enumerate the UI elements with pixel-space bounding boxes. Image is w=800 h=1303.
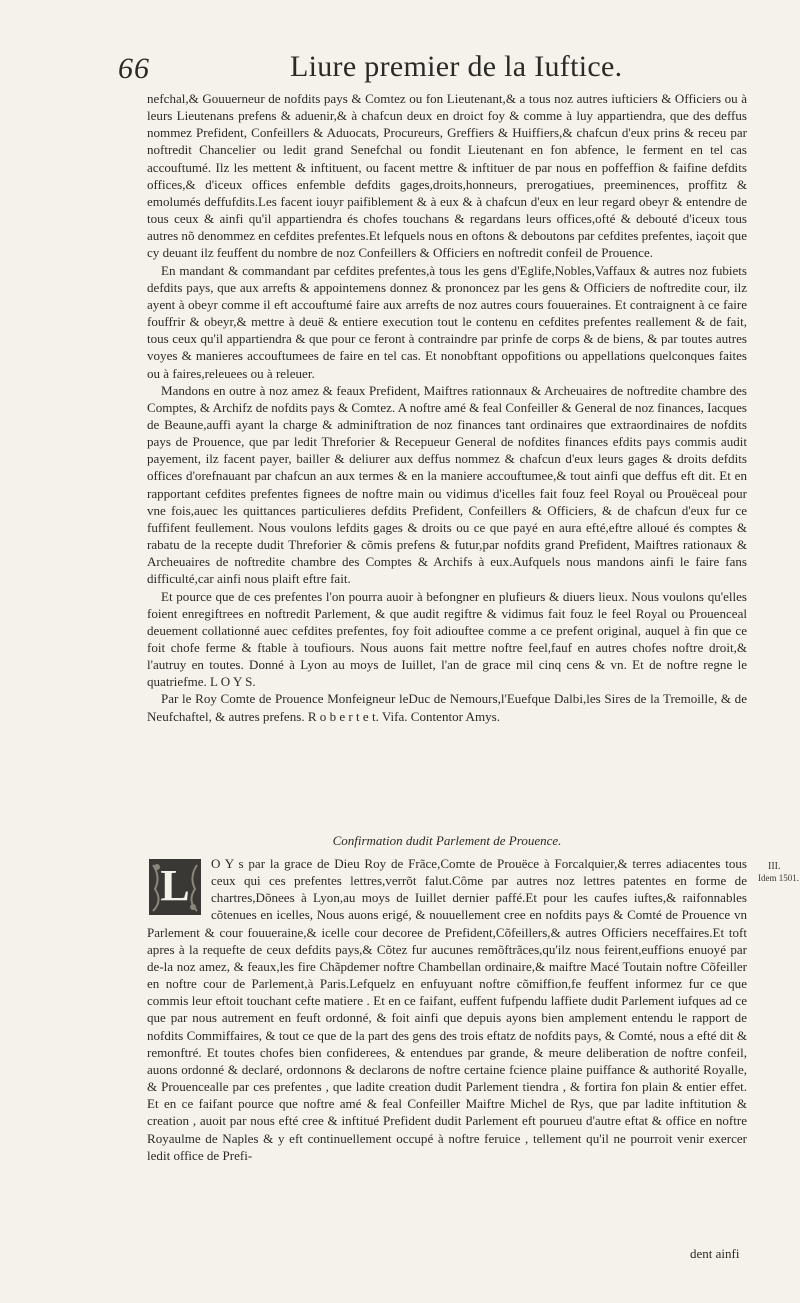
section-heading: Confirmation dudit Parlement de Prouence. <box>332 833 562 848</box>
margin-note-reference: Idem 1501. <box>758 873 799 883</box>
paragraph-1: nefchal,& Gouuerneur de nofdits pays & Comtez ou fon Lieutenant,& a tous noz autres iufticiers & Officiers ou à leurs Lieutenans prefens & aduenir,& à chafcun deux en droict foy & comme à luy appartiendra, que des deffus nommez Prefident, Confeillers & Aduocats, Procureurs, Greffiers & Huiffiers,& chafcun d'eux prins & receu par noftredit Chancelier ou ledit grand Senefchal ou fondit Lieutenant en fon abfence, le ferment en tel cas accouftumé. Ilz les mettent & inftituent, ou facent mettre & inftituer de par nous en poffeffion & faifine defdits offices,& d'iceux offices enfemble defdits gages,droits,honneurs, prerogatiues, preeminences, proffitz & emolumés deffufdits.Les facent iouyr paifiblement & à eux & à chafcun d'eux en leur regard obeyr & entendre de tous ceux & ainfi qu'il appartiendra és chofes touchans & regardans leurs offices,ofté & debouté d'iceux tous autres nõ denommez en cefdites prefentes.Et lefquels nous en oftons & deboutons par cefdites prefentes, iaçoit que cy deuant ilz feuffent du nombre de noz Confeillers & Officiers en noftredit confeil de Prouence. <box>147 91 747 261</box>
running-title: Liure premier de la Iuftice. <box>290 50 623 83</box>
dropcap-letter: L <box>160 861 190 910</box>
letter-text-block <box>147 855 747 1164</box>
main-text <box>147 90 747 725</box>
paragraph-2: En mandant & commandant par cefdites prefentes,à tous les gens d'Eglife,Nobles,Vaffaux & autres noz fubiets defdits pays, que aux arrefts & appointemens donnez & prononcez par les gens & Officiers de noftredite cour, ilz ayent à obeyr comme il eft accouftumé faire aux arrefts de noz autres cours fouueraines. Et contraignent à ce faire fouffrir & obeyr,& mettre à deuë & entiere execution tout le contenu en cefdites prefentes reallement & de fait, tous ceux qu'il appartiendra & que pour ce feront à contraindre par prinfe de corps & de biens, & par toutes autres voyes & manieres accouftumees de faire en tel cas. Et nonobftant oppofitions ou appellations quelconques faites ou à faires,releuees ou à releuer. <box>147 262 747 381</box>
page-number: 66 <box>118 52 150 85</box>
catchword: dent ainfi <box>690 1246 740 1261</box>
paragraph-4: Et pource que de ces prefentes l'on pourra auoir à befongner en plufieurs & diuers lieux. Nous voulons qu'elles foient enregiftrees en noftredit Parlement, & que audit regiftre & vidimus fait fouz le feel Royal ou Prouenceal deuement collationné auec cefdites prefentes, foy foit adiouftee comme a ce prefent original, auquel à fin que ce foit chofe ferme & ftable à toufiours. Nous auons fait mettre noftre feel,fauf en autres chofes noftre droit,& l'autruy en toutes. Donné à Lyon au moys de Iuillet, l'an de grace mil cinq cens & vn. Et de noftre regne le quatriefme. L O Y S. <box>147 588 747 690</box>
letter-body: O Y s par la grace de Dieu Roy de Frãce,Comte de Prouëce à Forcalquier,& terres adiacentes tous ceux qui ces prefentes lettres,verrõt falut.Côme par autres noz lettres patentes en forme de chartres,Dõnees à Lyon,au moys de Iuillet dernier paffé.Et pour les caufes iuftes,& raifonnables cõtenues en icelles, Nous auons erigé, & nouuellement cree en nofdits pays & Comté de Prouence vn Parlement & cour fouueraine,& icelle cour decoree de Prefident,Cõfeillers,& autres Officiers neceffaires.Et toft apres à la requefte de ceux defdits pays,& Cõtez fur aucunes remõftrãces,qu'ilz nous feirent,euffions enuoyé par de-la noz amez, & feaux,les fire Chãpdemer noftre Chambellan ordinaire,& maiftre Macé Toutain noftre Cõfeiller en noftre cour de Parlement,à Paris.Lefquelz en enfuyuant noftre cõmiffion,fe feuffent informez fur ce que commis leur eftoit touchant cefte matiere . Et en ce faifant, euffent fufpendu laffiete dudit Parlement iufques ad ce que par nous autrement en feuft ordonné, & foit ainfi que depuis ayons bien amplement entendu le rapport de nofdits Commiffaires, & tout ce que de la part des gens des trois eftatz de nofdits pays, & Comté, nous a efté dit & remonftré. Et toutes chofes bien confiderees, & entendues par grande, & meure deliberation de noftre confeil, auons ordonné & declaré, ordonnons & declarons de noftre certaine fcience plaine puiffance & authorité Royalle, & Prouencealle par ces prefentes , que ladite creation dudit Parlement tiendra , & fortira fon plain & entier effet. Et en ce faifant pource que noftre amé & feal Confeiller Maiftre Michel de Rys, que par ladite inftitution & creation , auoit par nous efté cree & inftitué Prefident dudit Parlement eft pourueu d'autre eftat & office en noftre Royaulme de Naples & y eft continuellement occupé à noftre feruice , tellement qu'il ne pourroit venir exercer ledit office de Prefi- <box>147 856 747 1163</box>
dropcap-ornament <box>147 857 203 917</box>
paragraph-5: Par le Roy Comte de Prouence Monfeigneur leDuc de Nemours,l'Euefque Dalbi,les Sires de la Tremoille, & de Neufchaftel, & autres prefens. R o b e r t e t. Vifa. Contentor Amys. <box>147 691 747 724</box>
margin-note-number: III. <box>768 861 781 872</box>
paragraph-3: Mandons en outre à noz amez & feaux Prefident, Maiftres rationnaux & Archeuaires de noftredite chambre des Comptes, & Archifz de nofdits pays & Comtez. A noftre amé & feal Confeiller & General de noz finances, Iacques de Beaune,auffi ayant la charge & adminiftration de noz finances tant ordinaires que extraordinaires de nofdits pays de Prouence, que par ledit Threforier & Recepueur General de nofdites finances efdits pays commis audit payement, ilz facent payer, bailler & deliurer aux deffus nommez & chafcun d'eux leurs gages & droits defdits offices d'orefnauant par chafcun an aux termes & en la maniere accouftumee,& tout ainfi que deffus eft dit. Et en rapportant cefdites prefentes fignees de noftre main ou vidimus d'icelles fait fouz feel Royal ou Prouëceal pour vne fois,auec les quittances particulieres defdits Prefident, Confeillers & Officiers, & de chafcun d'eux fur ce fuffifent feullement. Nous voulons lefdits gages & droits ou ce que payé en aura efté,eftre alloué és comptes & rabatu de la recepte dudit Threforier & cõmis prefens & futur,par nofdits grand Prefident, Maiftres rationaux & Archeuaires de noftredite chambre des Comptes & Archifs à eux.Aufquels nous mandons ainfi le faire fans difficulté,car ainfi nous plaift eftre fait. <box>147 382 747 587</box>
